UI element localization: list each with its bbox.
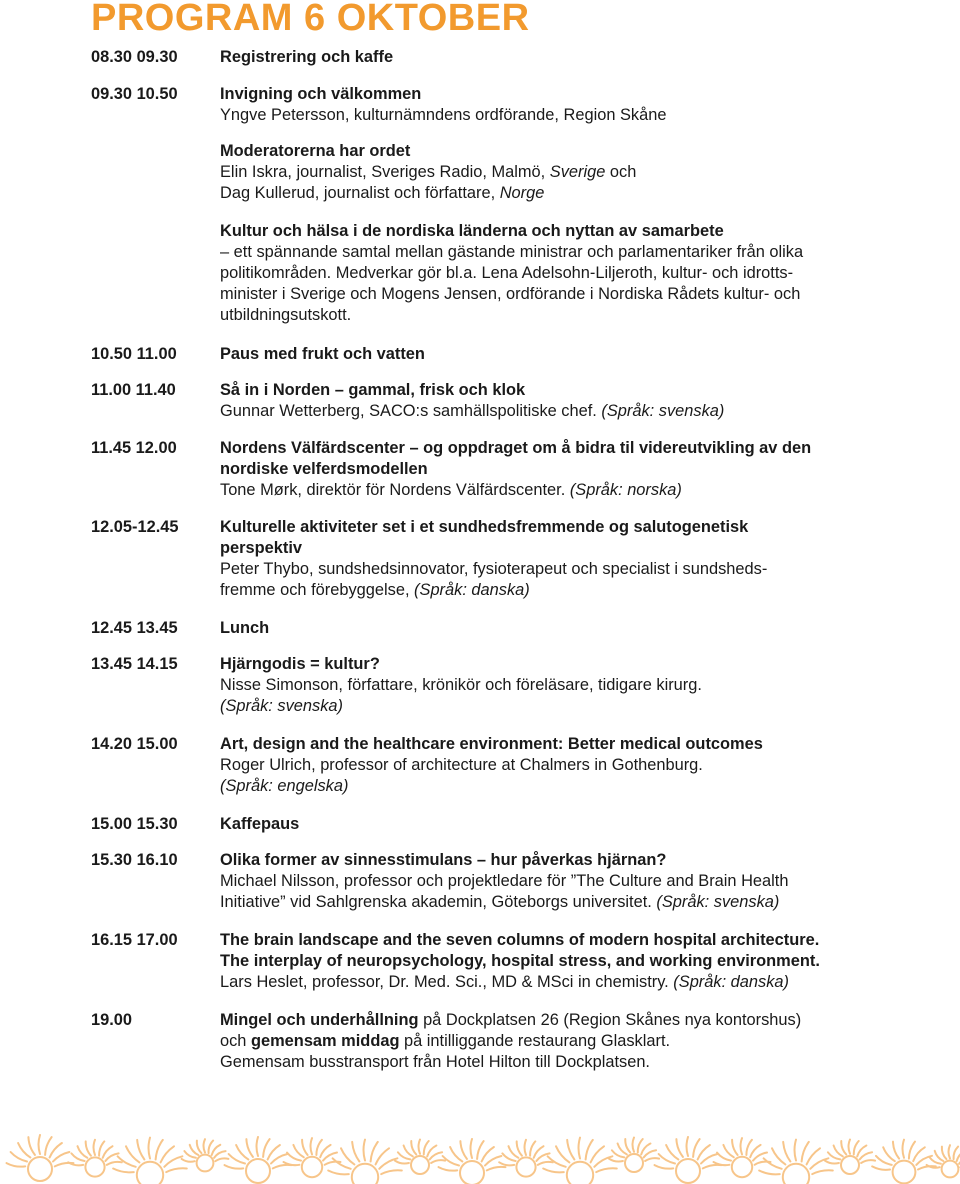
text-run: Mingel och underhållning xyxy=(220,1011,419,1029)
text-run: – ett spännande samtal mellan gästande ministrar och parlamentariker från olika xyxy=(220,243,804,261)
sun-icon xyxy=(499,1140,553,1177)
schedule-time: 10.50 11.00 xyxy=(91,345,177,363)
schedule-line xyxy=(220,47,945,68)
text-run: (Språk: svenska) xyxy=(220,697,343,715)
text-run: Nordens Välfärdscenter – og oppdraget om å bidra til videreutvikling av den xyxy=(220,439,812,457)
schedule-line xyxy=(220,162,945,183)
schedule-content xyxy=(220,47,945,68)
text-run: Kultur och hälsa i de nordiska länderna och nyttan av samarbete xyxy=(220,222,724,240)
schedule-line xyxy=(220,930,945,951)
decorative-sun-border xyxy=(0,1085,960,1184)
text-run: (Språk: danska) xyxy=(673,973,789,991)
schedule-line xyxy=(220,401,945,422)
text-run: på Dockplatsen 26 (Region Skånes nya kontorshus) xyxy=(418,1011,802,1029)
sun-icon xyxy=(225,1137,292,1183)
text-run: Elin Iskra, journalist, Sveriges Radio, Malmö, xyxy=(220,163,550,181)
text-run: gemensam middag xyxy=(250,1032,400,1050)
text-run: The interplay of neuropsychology, hospital stress, and working environment. xyxy=(220,952,820,970)
text-run: Tone Mørk, direktör för Nordens Välfärdscenter. xyxy=(220,481,570,499)
text-run: Registrering och kaffe xyxy=(220,48,394,66)
schedule-content xyxy=(220,380,945,422)
schedule-time: 13.45 14.15 xyxy=(91,655,178,673)
schedule-content xyxy=(220,1010,945,1073)
text-run: och xyxy=(220,1032,251,1050)
schedule-time: 11.45 12.00 xyxy=(91,439,177,457)
sun-icon xyxy=(395,1140,445,1175)
schedule-line xyxy=(220,696,945,717)
schedule-time: 11.00 11.40 xyxy=(91,381,176,399)
schedule-line xyxy=(220,305,945,326)
schedule-time: 15.00 15.30 xyxy=(91,815,178,833)
text-run: (Språk: engelska) xyxy=(220,777,349,795)
text-run: Hjärngodis = kultur? xyxy=(220,655,380,673)
schedule-content xyxy=(220,814,945,835)
schedule-line xyxy=(220,183,945,204)
schedule-line xyxy=(220,559,945,580)
schedule-line xyxy=(220,459,945,480)
schedule-line xyxy=(220,380,945,401)
text-run: (Språk: danska) xyxy=(414,581,530,599)
text-run: perspektiv xyxy=(220,539,302,557)
schedule-line xyxy=(220,892,945,913)
schedule-line xyxy=(220,141,945,162)
text-run: Art, design and the healthcare environment: Better medical outcomes xyxy=(220,735,763,753)
schedule-time: 12.05-12.45 xyxy=(91,518,179,536)
sun-icon xyxy=(182,1139,229,1171)
text-run: Michael Nilsson, professor och projektledare för ”The Culture and Brain Health xyxy=(220,872,789,890)
text-run: Yngve Petersson, kulturnämndens ordförande, Region Skåne xyxy=(220,106,667,124)
schedule-content xyxy=(220,84,945,126)
schedule-line xyxy=(220,814,945,835)
text-run: Nisse Simonson, författare, krönikör och föreläsare, tidigare kirurg. xyxy=(220,676,702,694)
text-run: Gunnar Wetterberg, SACO:s samhällspolitiske chef. xyxy=(220,402,602,420)
schedule-time: 09.30 10.50 xyxy=(91,85,178,103)
schedule-line xyxy=(220,580,945,601)
schedule-line xyxy=(220,755,945,776)
schedule-line xyxy=(220,776,945,797)
text-run: Gemensam busstransport från Hotel Hilton till Dockplatsen. xyxy=(220,1053,650,1071)
text-run: Norge xyxy=(499,184,545,202)
schedule-content xyxy=(220,141,945,204)
text-run: på intilliggande restaurang Glasklart. xyxy=(399,1032,671,1050)
schedule-line xyxy=(220,84,945,105)
sun-icon xyxy=(872,1140,936,1184)
text-run: Sverige xyxy=(549,163,606,181)
text-run: Roger Ulrich, professor of architecture at Chalmers in Gothenburg. xyxy=(220,756,703,774)
text-run: (Språk: svenska) xyxy=(656,893,780,911)
schedule-time: 19.00 xyxy=(91,1011,133,1029)
schedule-time: 15.30 16.10 xyxy=(91,851,178,869)
text-run: fremme och förebyggelse, xyxy=(220,581,415,599)
schedule-content xyxy=(220,654,945,717)
schedule-line xyxy=(220,242,945,263)
schedule-line xyxy=(220,618,945,639)
schedule-line xyxy=(220,850,945,871)
schedule-content xyxy=(220,850,945,913)
sun-icon xyxy=(609,1138,659,1173)
schedule-line xyxy=(220,871,945,892)
schedule-line xyxy=(220,284,945,305)
text-run: Initiative” vid Sahlgrenska akademin, Göteborgs universitet. xyxy=(220,893,657,911)
text-run: utbildningsutskott. xyxy=(220,306,352,324)
text-run: Invigning och välkommen xyxy=(220,85,422,103)
text-run: politikområden. Medverkar gör bl.a. Lena Adelsohn-Liljeroth, kultur- och idrotts- xyxy=(220,264,794,282)
page-title: PROGRAM 6 OKTOBER xyxy=(91,0,530,39)
text-run: Paus med frukt och vatten xyxy=(220,345,425,363)
text-run: minister i Sverige och Mogens Jensen, ordförande i Nordiska Rådets kultur- och xyxy=(220,285,801,303)
schedule-line xyxy=(220,734,945,755)
text-run: Lunch xyxy=(220,619,270,637)
text-run: (Språk: norska) xyxy=(569,481,682,499)
sun-icon xyxy=(439,1139,506,1184)
sun-icon xyxy=(543,1138,617,1184)
sun-icon xyxy=(68,1140,122,1177)
text-run: och xyxy=(605,163,637,181)
sun-icon xyxy=(927,1145,960,1177)
schedule-content xyxy=(220,618,945,639)
schedule-line xyxy=(220,263,945,284)
schedule-line xyxy=(220,105,945,126)
schedule-time: 16.15 17.00 xyxy=(91,931,178,949)
schedule-content xyxy=(220,517,945,601)
sun-icon xyxy=(113,1138,187,1184)
schedule-line xyxy=(220,1052,945,1073)
schedule-line xyxy=(220,972,945,993)
text-run: Så in i Norden – gammal, frisk och klok xyxy=(220,381,526,399)
sun-icon xyxy=(655,1137,722,1183)
text-run: Lars Heslet, professor, Dr. Med. Sci., MD & MSci in chemistry. xyxy=(220,973,674,991)
schedule-content xyxy=(220,438,945,501)
schedule-content xyxy=(220,734,945,797)
schedule-content xyxy=(220,344,945,365)
text-run: Olika former av sinnesstimulans – hur påverkas hjärnan? xyxy=(220,851,667,869)
schedule-line xyxy=(220,654,945,675)
schedule-line xyxy=(220,517,945,538)
text-run: nordiske velferdsmodellen xyxy=(220,460,428,478)
text-run: (Språk: svenska) xyxy=(601,402,725,420)
schedule-line xyxy=(220,675,945,696)
text-run: Kulturelle aktiviteter set i et sundhedsfremmende og salutogenetisk xyxy=(220,518,749,536)
text-run: Peter Thybo, sundshedsinnovator, fysioterapeut och specialist i sundsheds- xyxy=(220,560,768,578)
sun-icon xyxy=(825,1140,875,1175)
schedule-line xyxy=(220,1031,945,1052)
schedule-line xyxy=(220,221,945,242)
schedule-line xyxy=(220,480,945,501)
schedule-time: 12.45 13.45 xyxy=(91,619,178,637)
schedule-time: 14.20 15.00 xyxy=(91,735,178,753)
schedule-time: 08.30 09.30 xyxy=(91,48,178,66)
schedule-line xyxy=(220,951,945,972)
text-run: Kaffepaus xyxy=(220,815,300,833)
text-run: Dag Kullerud, journalist och författare, xyxy=(220,184,500,202)
schedule-content xyxy=(220,930,945,993)
text-run: The brain landscape and the seven columns of modern hospital architecture. xyxy=(220,931,820,949)
text-run: Moderatorerna har ordet xyxy=(220,142,411,160)
sun-icon xyxy=(7,1135,74,1181)
schedule-line xyxy=(220,538,945,559)
schedule-content xyxy=(220,221,945,326)
schedule-line xyxy=(220,438,945,459)
schedule-line xyxy=(220,1010,945,1031)
schedule-line xyxy=(220,344,945,365)
